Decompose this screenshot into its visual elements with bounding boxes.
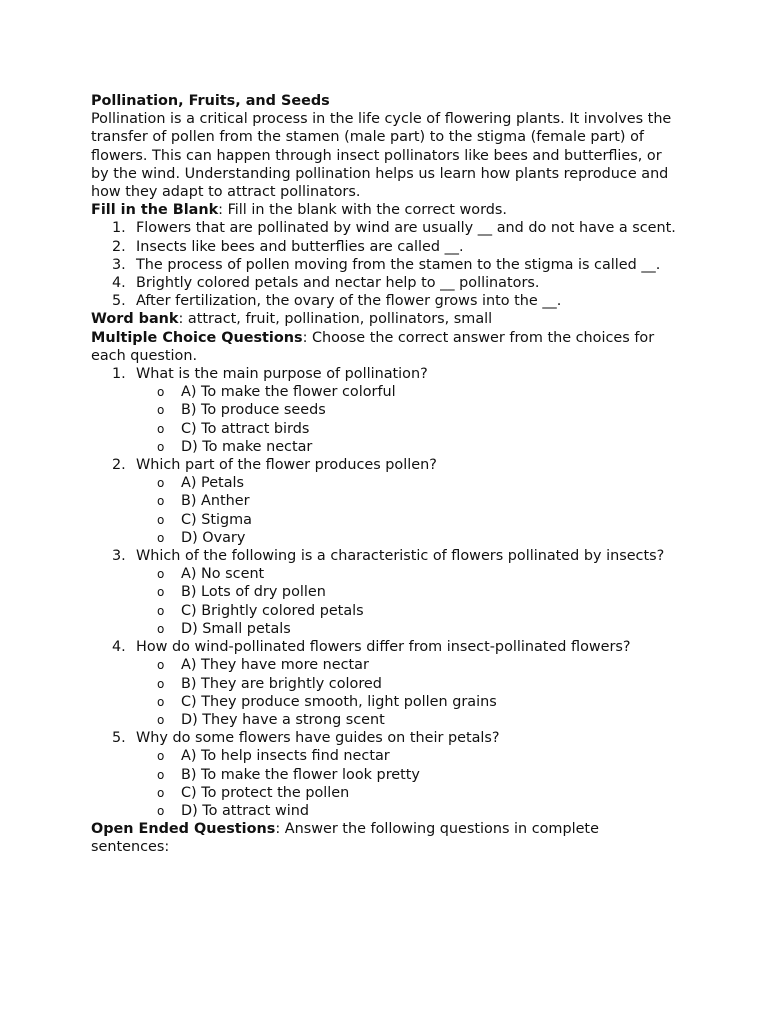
bullet-icon: o [157,385,165,400]
question-item [91,365,681,456]
option-text: C) To protect the pollen [181,784,350,801]
question-text: What is the main purpose of pollination? [136,366,428,383]
option-text: D) Small petals [181,620,291,637]
bullet-icon: o [157,476,165,491]
option-item [91,383,681,401]
fill-in-blank-heading [91,201,681,219]
option-text: C) To attract birds [181,420,310,437]
option-text: C) Stigma [181,511,252,528]
question-item [91,547,681,638]
option-text: C) They produce smooth, light pollen grains [181,693,497,710]
document-title: Pollination, Fruits, and Seeds [91,93,330,109]
option-item [91,565,681,583]
item-number: 2. [112,457,126,474]
option-item [91,766,681,784]
item-number: 4. [112,275,126,292]
option-item [91,492,681,510]
bullet-icon: o [157,494,165,509]
item-text: The process of pollen moving from the stamen to the stigma is called __. [136,256,661,273]
option-text: D) To make nectar [181,438,313,455]
section-heading: Open Ended Questions [91,821,276,838]
multiple-choice-list [91,365,681,820]
item-number: 5. [112,730,126,747]
option-item [91,474,681,492]
option-item [91,656,681,674]
option-text: B) Anther [181,493,250,510]
option-list [136,656,681,729]
option-item [91,529,681,547]
bullet-icon: o [157,676,165,691]
option-item [91,602,681,620]
bullet-icon: o [157,567,165,582]
bullet-icon: o [157,421,165,436]
section-heading: Word bank [91,311,179,328]
option-text: B) To produce seeds [181,402,326,419]
word-bank [91,310,681,328]
item-text: After fertilization, the ovary of the flower grows into the __. [136,293,562,310]
option-item [91,675,681,693]
option-item [91,511,681,529]
item-number: 3. [112,548,126,565]
option-text: A) To make the flower colorful [181,384,396,401]
bullet-icon: o [157,585,165,600]
open-ended-heading [91,820,681,856]
question-item [91,456,681,547]
question-text: How do wind-pollinated flowers differ from insect-pollinated flowers? [136,639,631,656]
section-heading: Multiple Choice Questions [91,329,303,346]
option-text: A) Petals [181,475,245,492]
option-list [136,474,681,547]
item-number: 1. [112,220,126,237]
list-item [91,292,681,310]
bullet-icon: o [157,767,165,782]
list-item [91,238,681,256]
option-item [91,711,681,729]
word-bank-words: : attract, fruit, pollination, pollinators, small [178,311,493,328]
option-item [91,620,681,638]
section-heading: Fill in the Blank [91,202,219,219]
item-text: Insects like bees and butterflies are called __. [136,238,464,255]
bullet-icon: o [157,785,165,800]
option-text: A) To help insects find nectar [181,748,390,765]
option-item [91,438,681,456]
bullet-icon: o [157,749,165,764]
item-number: 2. [112,238,126,255]
section-instruction: : Answer the following questions in complete sentences: [91,821,599,856]
option-item [91,693,681,711]
item-number: 1. [112,366,126,383]
question-text: Which of the following is a characteristic of flowers pollinated by insects? [136,548,665,565]
option-item [91,401,681,419]
bullet-icon: o [157,603,165,618]
option-list [136,383,681,456]
option-text: A) They have more nectar [181,657,369,674]
item-number: 5. [112,293,126,310]
option-list [136,747,681,820]
option-text: A) No scent [181,566,265,583]
bullet-icon: o [157,512,165,527]
item-text: Flowers that are pollinated by wind are usually __ and do not have a scent. [136,220,676,237]
option-text: B) To make the flower look pretty [181,766,420,783]
option-item [91,420,681,438]
option-text: D) To attract wind [181,802,309,819]
document-body [91,92,681,857]
bullet-icon: o [157,694,165,709]
bullet-icon: o [157,803,165,818]
fill-in-blank-list [91,219,681,310]
question-item [91,638,681,729]
option-item [91,802,681,820]
item-number: 3. [112,256,126,273]
option-item [91,747,681,765]
list-item [91,256,681,274]
option-text: D) Ovary [181,529,246,546]
bullet-icon: o [157,403,165,418]
multiple-choice-heading [91,329,681,365]
intro-paragraph: Pollination is a critical process in the life cycle of flowering plants. It involves the transfer of pollen from the stamen (male part) to the stigma (female part) of flowers. This can happen through insect pollinators like bees and butterflies, or by the wind. Understanding pollination helps us learn how plants reproduce and how they adapt to attract pollinators. [91,111,672,201]
option-item [91,583,681,601]
list-item [91,274,681,292]
option-text: B) They are brightly colored [181,675,382,692]
bullet-icon: o [157,439,165,454]
item-text: Brightly colored petals and nectar help to __ pollinators. [136,275,540,292]
item-number: 4. [112,639,126,656]
option-item [91,784,681,802]
bullet-icon: o [157,712,165,727]
bullet-icon: o [157,621,165,636]
list-item [91,219,681,237]
bullet-icon: o [157,658,165,673]
question-text: Which part of the flower produces pollen? [136,457,437,474]
option-text: C) Brightly colored petals [181,602,364,619]
option-text: D) They have a strong scent [181,711,385,728]
option-list [136,565,681,638]
section-instruction: : Choose the correct answer from the choices for each question. [91,329,655,364]
section-instruction: : Fill in the blank with the correct words. [218,202,507,219]
question-text: Why do some flowers have guides on their petals? [136,730,500,747]
question-item [91,729,681,820]
bullet-icon: o [157,530,165,545]
option-text: B) Lots of dry pollen [181,584,326,601]
